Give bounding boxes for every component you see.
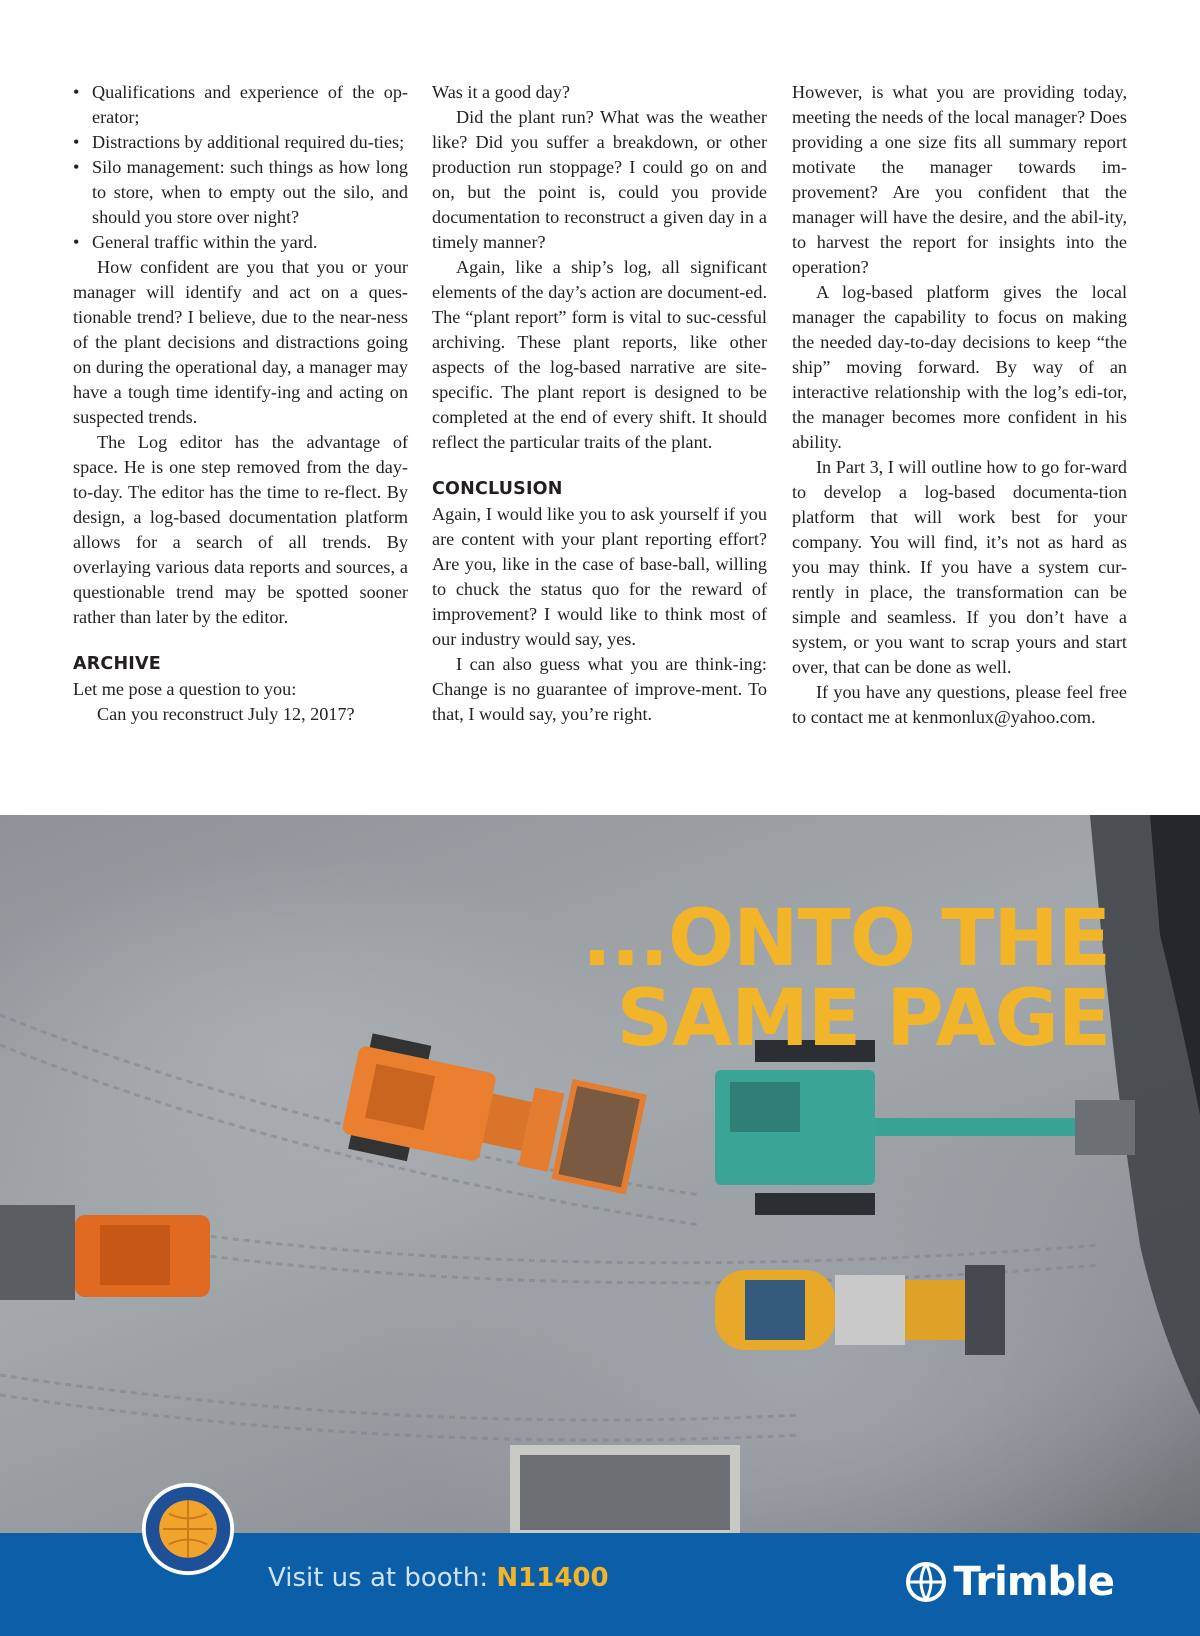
paragraph: Let me pose a question to you: [73,679,297,699]
trimble-advertisement [0,815,1200,1636]
paragraph: A log-based platform gives the local manager the capability to focus on making the needed day-to-day decisions to keep “the ship” moving forward. By way of an interactive relationship with the log’s edi-tor, the manager becomes more confident in his ability. [792,282,1127,452]
ad-footer-band [0,1533,1200,1636]
paragraph: How confident are you that you or your manager will identify and act on a ques-tionable trend? I believe, due to the near-ness of the plant decisions and distractions going on during the operational day, a manager may have a tough time identify-ing and acting on suspected trends. [73,257,408,427]
list-item: • Qualifications and experience of the op-erator; [73,80,408,130]
article-body [73,80,1125,770]
article-column-2 [432,80,767,727]
booth-number: N11400 [496,1563,609,1593]
booth-info [268,1563,609,1593]
headline-line-2: SAME PAGE [616,974,1110,1064]
list-item: • Distractions by additional required du-ties; [73,130,408,155]
paragraph: Can you reconstruct July 12, 2017? [97,704,355,724]
section-heading-archive: ARCHIVE [73,654,161,674]
bullet-list [73,80,408,255]
trimble-wordmark: Trimble [953,1559,1114,1605]
excavator-teal [715,1040,1135,1215]
article-column-1 [73,80,408,727]
paragraph: The Log editor has the advantage of space. He is one step removed from the day-to-day. The editor has the time to re-flect. By design, a log-based documentation platform allows for a search of all trends. By overlaying various data reports and sources, a questionable trend may be spotted sooner rather than later by the editor. [73,432,408,627]
article-column-3 [792,80,1127,730]
dump-truck-orange [0,1205,210,1300]
trimble-globe-icon [904,1560,948,1604]
contact-paragraph: If you have any questions, please feel free to contact me at kenmonlux@yahoo.com. [792,682,1127,727]
wheel-loader-yellow [715,1265,1005,1355]
paragraph: However, is what you are providing today, meeting the needs of the local manager? Does providing a one size fits all summary report motivate the manager towards im-provement? Are you confident that the manager will have the desire, and the abil-ity, to harvest the report for insights into the operation? [792,82,1127,277]
paragraph: Again, I would like you to ask yourself if you are content with your plant reporting effort? Are you, like in the case of base-ball, willing to chuck the status quo for the reward of improvement? I would like to think most of our industry would say, yes. [432,504,767,649]
list-item: • General traffic within the yard. [73,230,408,255]
paragraph: In Part 3, I will outline how to go for-ward to develop a log-based documenta-tion platform that will work best for your company. You will find, it’s not as hard as you may think. If you have a system cur-rently in place, the transformation can be simple and seamless. If you don’t have a system, or you want to scrap yours and start over, that can be done as well. [792,457,1127,677]
list-item: • Silo management: such things as how long to store, when to empty out the silo, and should you store over night? [73,155,408,230]
ad-headline [582,894,1110,1064]
paragraph: Was it a good day? [432,82,570,102]
truck-bed [510,1445,740,1540]
conexpo-badge-icon [140,1481,236,1577]
paragraph: Did the plant run? What was the weather like? Did you suffer a breakdown, or other production run stoppage? I could go on and on, but the point is, could you provide documentation to reconstruct a given day in a timely manner? [432,107,767,252]
paragraph: Again, like a ship’s log, all significant elements of the day’s action are document-ed. The “plant report” form is vital to suc-cessful archiving. These plant reports, like other aspects of the log-based narrative are site-specific. The plant report is designed to be completed at the end of every shift. It should reflect the particular traits of the plant. [432,257,767,452]
headline-line-1: ...ONTO THE [582,894,1110,984]
section-heading-conclusion: CONCLUSION [432,479,563,499]
booth-label: Visit us at booth: [268,1563,497,1593]
paragraph: I can also guess what you are think-ing: Change is no guarantee of improve-ment. To that, I would say, you’re right. [432,654,767,724]
trimble-logo [904,1559,1114,1605]
